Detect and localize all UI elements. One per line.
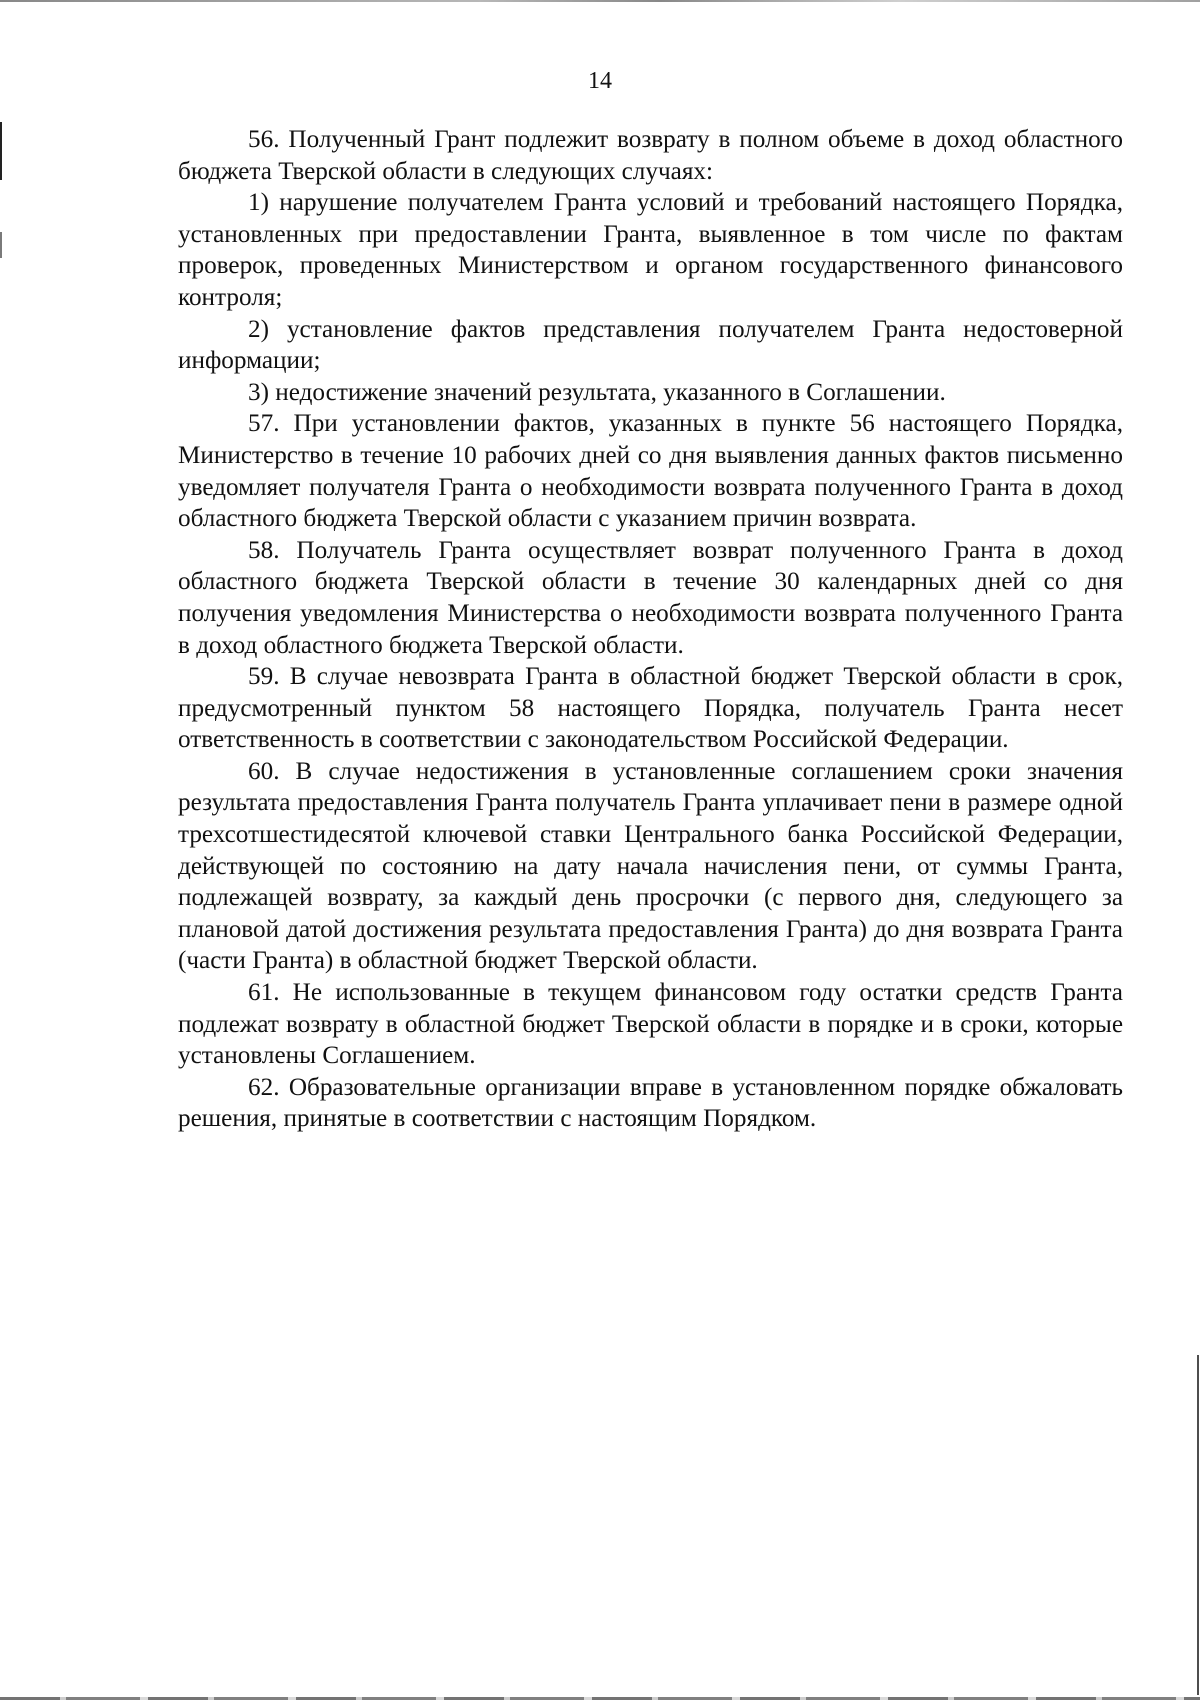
paragraph-62: 62. Образовательные организации вправе в установленном порядке обжаловать решения, принятые в соответствии с настоящим Порядком. [178, 1073, 1123, 1133]
scan-edge-top [0, 0, 1200, 2]
scan-edge-bottom [0, 1697, 1200, 1700]
scan-mark-right [1197, 1355, 1199, 1695]
paragraph-61: 61. Не использованные в текущем финансовом году остатки средств Гранта подлежат возврату в областной бюджет Тверской области в порядке и в сроки, которые установлены Соглашением. [178, 979, 1123, 1070]
scan-mark-left [0, 122, 2, 180]
paragraph-56: 56. Полученный Грант подлежит возврату в полном объеме в доход областного бюджета Тверской области в следующих случаях: [178, 126, 1123, 185]
paragraph-58: 58. Получатель Гранта осуществляет возврат полученного Гранта в доход областного бюджета Тверской области в течение 30 календарных дней со дня получения уведомления Министерства о необходимости возврата полученного Гранта в доход областного бюджета Тверской области. [178, 536, 1123, 659]
paragraph-59: 59. В случае невозврата Гранта в областной бюджет Тверской области в срок, предусмотренный пунктом 58 настоящего Порядка, получатель Гранта несет ответственность в соответствии с законодательством Российской Федерации. [178, 663, 1123, 754]
paragraph-57: 57. При установлении фактов, указанных в пункте 56 настоящего Порядка, Министерство в течение 10 рабочих дней со дня выявления данных фактов письменно уведомляет получателя Гранта о необходимости возврата полученного Гранта в доход областного бюджета Тверской области с указанием причин возврата. [178, 410, 1123, 533]
paragraph-56-item-2: 2) установление фактов представления получателем Гранта недостоверной информации; [178, 315, 1123, 375]
paragraph-56-item-3: 3) недостижение значений результата, указанного в Соглашении. [248, 378, 946, 406]
paragraph-56-item-1: 1) нарушение получателем Гранта условий и требований настоящего Порядка, установленных при предоставлении Гранта, выявленное в том числе по фактам проверок, проведенных Министерством и органом государственного финансового контроля; [178, 189, 1123, 311]
page-number: 14 [588, 68, 612, 94]
document-body [178, 124, 1123, 1135]
paragraph-60: 60. В случае недостижения в установленные соглашением сроки значения результата предоставления Гранта получатель Гранта уплачивает пени в размере одной трехсотшестидесятой ключевой ставки Центрального банка Российской Федерации, действующей по состоянию на дату начала начисления пени, от суммы Гранта, подлежащей возврату, за каждый день просрочки (с первого дня, следующего за плановой датой достижения результата предоставления Гранта) до дня возврата Гранта (части Гранта) в областной бюджет Тверской области. [178, 757, 1123, 975]
scan-mark-left-lower [0, 232, 2, 258]
